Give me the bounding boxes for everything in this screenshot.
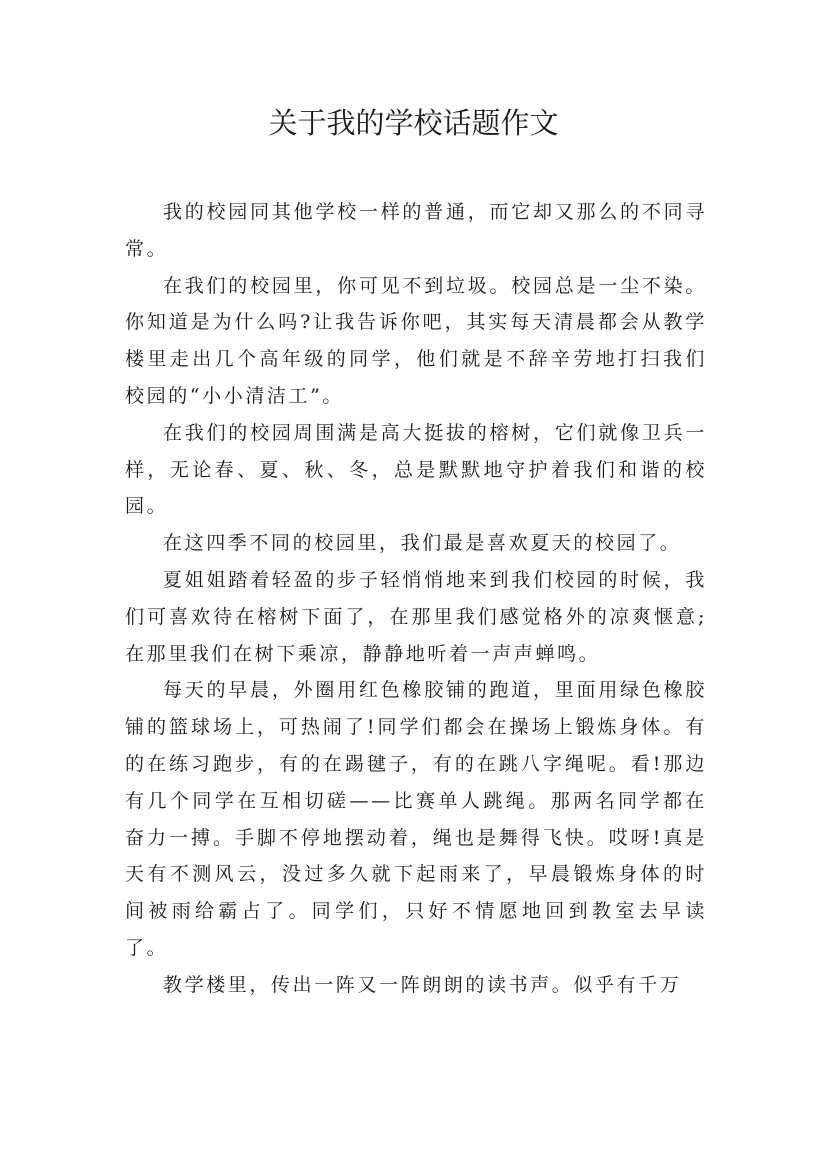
document-body <box>125 194 707 1004</box>
document-title: 关于我的学校话题作文 <box>268 106 559 140</box>
paragraph: 我的校园同其他学校一样的普通，而它却又那么的不同寻常。 <box>125 201 707 260</box>
paragraph: 夏姐姐踏着轻盈的步子轻悄悄地来到我们校园的时候，我们可喜欢待在榕树下面了，在那里我们感觉格外的凉爽惬意;在那里我们在树下乘凉，静静地听着一声声蝉鸣。 <box>125 568 707 665</box>
paragraph: 在我们的校园里，你可见不到垃圾。校园总是一尘不染。你知道是为什么吗?让我告诉你吧，其实每天清晨都会从教学楼里走出几个高年级的同学，他们就是不辞辛劳地打扫我们校园的“小小清洁工”。 <box>125 274 707 407</box>
paragraph: 教学楼里，传出一阵又一阵朗朗的读书声。似乎有千万 <box>163 973 682 996</box>
paragraph: 在我们的校园周围满是高大挺拔的榕树，它们就像卫兵一样，无论春、夏、秋、冬，总是默默地守护着我们和谐的校园。 <box>125 421 707 518</box>
paragraph: 每天的早晨，外圈用红色橡胶铺的跑道，里面用绿色橡胶铺的篮球场上，可热闹了!同学们都会在操场上锻炼身体。有的在练习跑步，有的在踢毽子，有的在跳八字绳呢。看!那边有几个同学在互相切磋——比赛单人跳绳。那两名同学都在奋力一搏。手脚不停地摆动着，绳也是舞得飞快。哎呀!真是天有不测风云，没过多久就下起雨来了，早晨锻炼身体的时间被雨给霸占了。同学们，只好不情愿地回到教室去早读了。 <box>125 679 707 959</box>
paragraph: 在这四季不同的校园里，我们最是喜欢夏天的校园了。 <box>163 532 682 555</box>
